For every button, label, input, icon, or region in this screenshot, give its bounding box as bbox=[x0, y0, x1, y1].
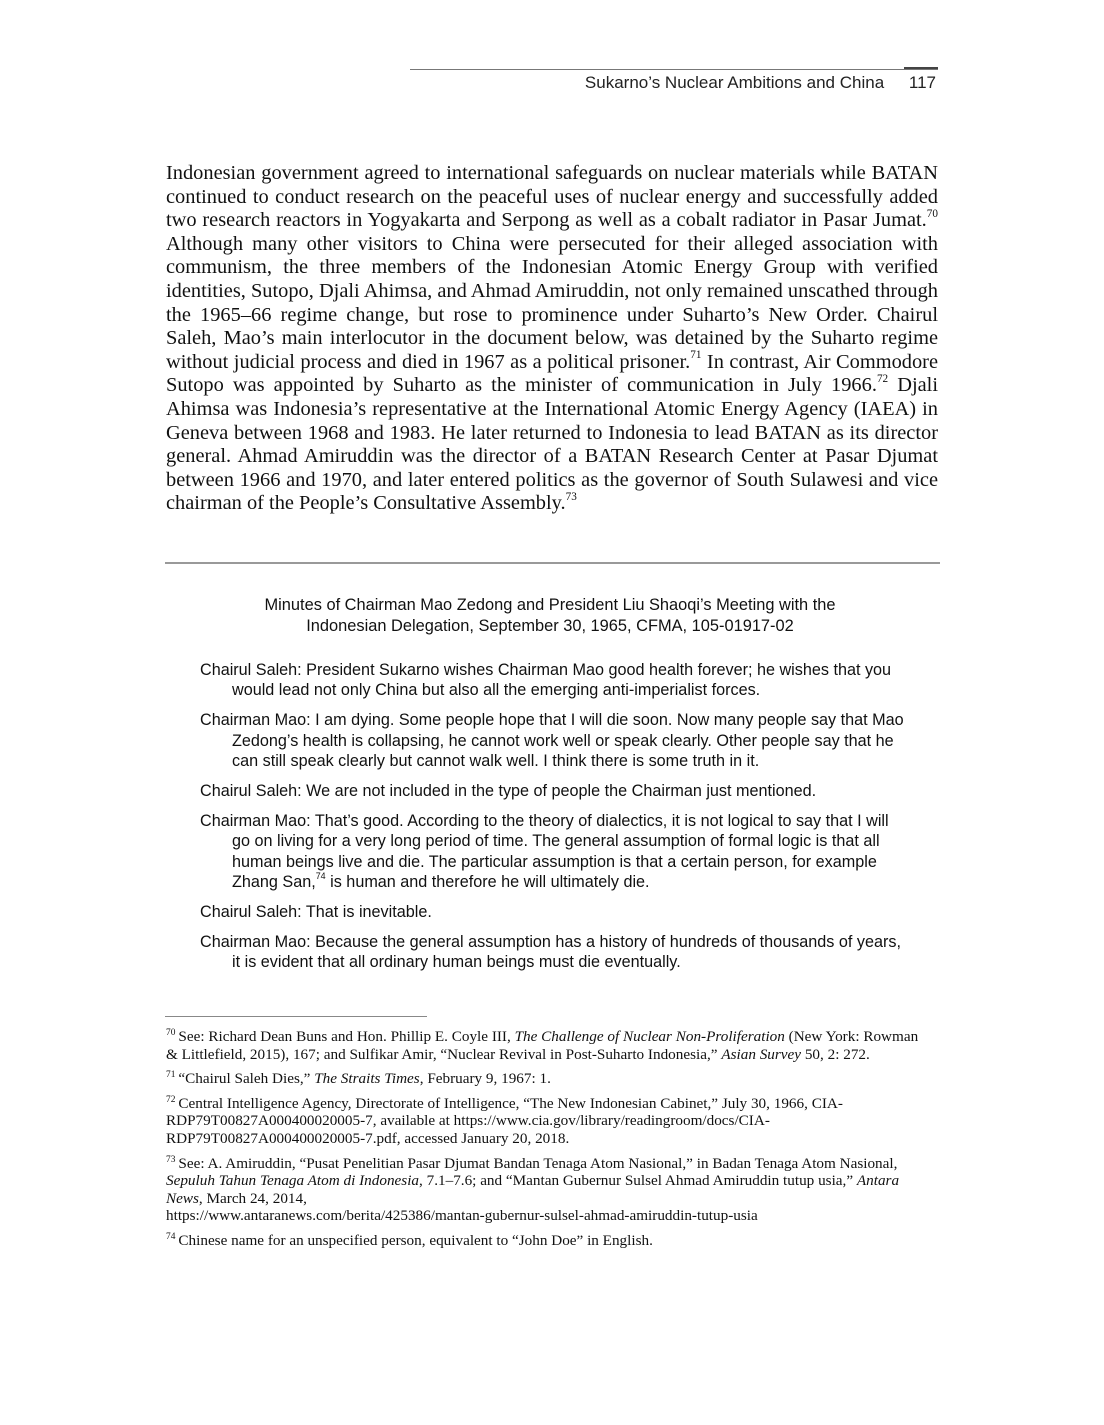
dialogue-turn bbox=[200, 811, 906, 892]
document-title-line-1: Minutes of Chairman Mao Zedong and President Liu Shaoqi’s Meeting with the bbox=[264, 596, 836, 614]
footnote-title: The Challenge of Nuclear Non-Proliferation bbox=[514, 1028, 785, 1045]
footnote-link[interactable]: https://www.antaranews.com/berita/425386/mantan-gubernur-sulsel-ahmad-amiruddin-tutup-usia bbox=[166, 1207, 758, 1225]
footnote-70 bbox=[166, 1028, 926, 1063]
body-text-2: Although many other visitors to China were persecuted for their alleged association with communism, the three members of the Indonesian Atomic Energy Group with verified identities, Sutopo, Djali Ahimsa, and Ahmad Amiruddin, not only remained unscathed through the 1965–66 regime change, but rose to prominence under Suharto’s New Order. Chairul Saleh, Mao’s main interlocutor in the document below, was detained by the Suharto regime without judicial process and died in 1967 as a political prisoner. bbox=[166, 232, 938, 373]
footnote-text: Chinese name for an unspecified person, equivalent to “John Doe” in English. bbox=[178, 1231, 653, 1249]
footnote-ref-73[interactable]: 73 bbox=[565, 490, 577, 503]
dialogue-turn: Chairul Saleh: That is inevitable. bbox=[200, 903, 432, 922]
dialogue-turn: Chairman Mao: Because the general assumption has a history of hundreds of thousands of years, it is evident that all ordinary human beings must die eventually. bbox=[200, 933, 901, 972]
footnote-text: , 7.1–7.6; and “Mantan Gubernur Sulsel Ahmad Amiruddin tutup usia,” bbox=[419, 1172, 857, 1190]
header-rule bbox=[410, 69, 938, 70]
footnotes bbox=[166, 1028, 926, 1257]
dialogue-turn: Chairman Mao: I am dying. Some people hope that I will die soon. Now many people say that Mao Zedong’s health is collapsing, he cannot work well or speak clearly. Other people say that he can still speak clearly but cannot walk well. I think there is some truth in it. bbox=[200, 711, 904, 770]
footnote-ref-74[interactable]: 74 bbox=[315, 871, 326, 882]
footnote-text: , March 24, 2014, bbox=[198, 1189, 307, 1207]
footnote-72 bbox=[166, 1095, 926, 1148]
footnote-number: 73 bbox=[166, 1154, 176, 1165]
document-title bbox=[166, 595, 934, 637]
footnote-73 bbox=[166, 1155, 926, 1225]
footnote-text: , February 9, 1967: 1. bbox=[419, 1070, 551, 1088]
footnote-text: (New York: Rowman & Littlefield, 2015), 167; and Sulfikar Amir, “Nuclear Revival in Post-Suharto Indonesia,” bbox=[166, 1028, 919, 1063]
dialogue-turn: Chairul Saleh: We are not included in the type of people the Chairman just mentioned. bbox=[200, 782, 817, 801]
body-text-1: Indonesian government agreed to international safeguards on nuclear materials while BATAN continued to conduct research on the peaceful uses of nuclear energy and successfully added two research reactors in Yogyakarta and Serpong as well as a cobalt radiator in Pasar Jumat. bbox=[166, 162, 938, 232]
footnote-text: See: A. Amiruddin, “Pusat Penelitian Pasar Djumat Bandan Tenaga Atom Nasional,” in Badan Tenaga Atom Nasional, bbox=[178, 1154, 898, 1172]
footnote-rule bbox=[165, 1016, 427, 1017]
dialogue bbox=[200, 660, 906, 983]
dialogue-turn: Chairul Saleh: President Sukarno wishes Chairman Mao good health forever; he wishes that you would lead not only China but also all the emerging anti-imperialist forces. bbox=[200, 661, 892, 700]
running-head bbox=[585, 73, 936, 93]
footnote-text: Central Intelligence Agency, Directorate of Intelligence, “The New Indonesian Cabinet,” July 30, 1966, CIA-RDP79T00827A000400020005-7, available at https://www.cia.gov/library/readingroom/docs/CIA-RDP79T00827A000400020005-7.pdf, accessed January 20, 2018. bbox=[166, 1094, 843, 1147]
body-text-4: Djali Ahimsa was Indonesia’s representative at the International Atomic Energy Agency (IAEA) in Geneva between 1968 and 1983. He later returned to Indonesia to lead BATAN as its director general. Ahmad Amiruddin was the director of a BATAN Research Center at Pasar Djumat between 1966 and 1970, and later entered politics as the governor of South Sulawesi and vice chairman of the People’s Consultative Assembly. bbox=[166, 374, 939, 515]
footnote-number: 71 bbox=[166, 1070, 176, 1081]
footnote-number: 72 bbox=[166, 1094, 176, 1105]
footnote-title: Sepuluh Tahun Tenaga Atom di Indonesia bbox=[166, 1172, 420, 1190]
footnote-text: “Chairul Saleh Dies,” bbox=[178, 1070, 315, 1088]
body-paragraph bbox=[166, 162, 938, 516]
document-title-line-2: Indonesian Delegation, September 30, 1965, CFMA, 105-01917-02 bbox=[306, 617, 794, 635]
footnote-title: The Straits Times bbox=[314, 1070, 420, 1088]
footnote-text: 50, 2: 272. bbox=[801, 1045, 870, 1063]
header-page-tick bbox=[904, 67, 938, 69]
footnote-71 bbox=[166, 1070, 926, 1088]
dialogue-text: Chairman Mao: That’s good. According to the theory of dialectics, it is not logical to say that I will go on living for a very long period of time. The general assumption of formal logic is that all human beings live and die. The particular assumption is that a certain person, for example Zhang San, bbox=[200, 812, 889, 891]
section-separator bbox=[165, 562, 940, 564]
page-number: 117 bbox=[908, 73, 936, 92]
footnote-number: 74 bbox=[166, 1231, 176, 1242]
footnote-ref-70[interactable]: 70 bbox=[926, 207, 938, 220]
dialogue-text: is human and therefore he will ultimately die. bbox=[325, 872, 650, 891]
footnote-title: Asian Survey bbox=[721, 1045, 802, 1063]
body-text-3: In contrast, Air Commodore Sutopo was appointed by Suharto as the minister of communication in July 1966. bbox=[166, 350, 938, 397]
footnote-title: Antara News bbox=[166, 1172, 900, 1207]
footnote-text: See: Richard Dean Buns and Hon. Phillip E. Coyle III, bbox=[178, 1028, 515, 1045]
running-head-title: Sukarno’s Nuclear Ambitions and China bbox=[584, 73, 885, 92]
footnote-ref-72[interactable]: 72 bbox=[876, 372, 889, 385]
footnote-ref-71[interactable]: 71 bbox=[690, 349, 702, 362]
footnote-74 bbox=[166, 1232, 926, 1250]
footnote-number: 70 bbox=[166, 1027, 176, 1038]
